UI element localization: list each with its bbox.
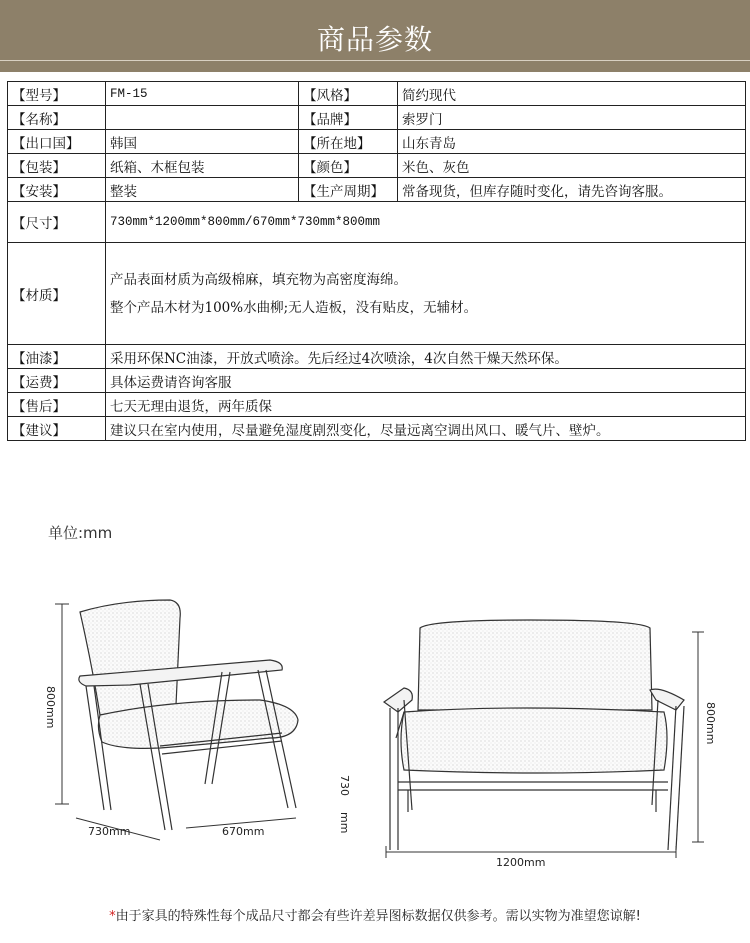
brand-value: 索罗门: [398, 106, 746, 130]
advice-label: 【建议】: [8, 417, 106, 441]
aftersale-value: 七天无理由退货，两年质保: [106, 393, 746, 417]
paint-label: 【油漆】: [8, 345, 106, 369]
name-label: 【名称】: [8, 106, 106, 130]
model-value: FM-15: [106, 82, 299, 106]
sofa-right-height-label: 800mm: [704, 702, 717, 745]
style-value: 简约现代: [398, 82, 746, 106]
cycle-label: 【生产周期】: [299, 178, 398, 202]
install-value: 整装: [106, 178, 299, 202]
note-text: 由于家具的特殊性每个成品尺寸都会有些许差异图标数据仅供参考。需以实物为准望您谅解!: [115, 909, 641, 924]
size-value: 730mm*1200mm*800mm/670mm*730mm*800mm: [106, 202, 746, 243]
chair-height-label: 800mm: [44, 686, 57, 729]
sofa-height-unit: mm: [338, 812, 351, 834]
color-value: 米色、灰色: [398, 154, 746, 178]
packing-label: 【包装】: [8, 154, 106, 178]
sofa-drawing: [384, 620, 684, 850]
paint-value: 采用环保NC油漆，开放式喷涂。先后经过4次喷涂，4次自然干燥天然环保。: [106, 345, 746, 369]
advice-value: 建议只在室内使用，尽量避免湿度剧烈变化，尽量远离空调出风口、暖气片、壁炉。: [106, 417, 746, 441]
brand-label: 【品牌】: [299, 106, 398, 130]
material-line-1: 产品表面材质为高级棉麻，填充物为高密度海绵。: [110, 271, 407, 288]
packing-value: 纸箱、木框包装: [106, 154, 299, 178]
location-label: 【所在地】: [299, 130, 398, 154]
chair-depth-label: 670mm: [222, 825, 265, 838]
sofa-height-number: 730: [338, 775, 351, 796]
unit-label: 单位:mm: [48, 524, 113, 542]
shipping-label: 【运费】: [8, 369, 106, 393]
note-asterisk: *: [109, 909, 116, 924]
size-label: 【尺寸】: [8, 202, 106, 243]
page-title: 商品参数: [316, 23, 433, 56]
disclaimer-note: [0, 905, 750, 924]
material-line-2: 整个产品木材为100%水曲柳;无人造板，没有贴皮，无辅材。: [110, 299, 478, 316]
model-label: 【型号】: [8, 82, 106, 106]
origin-label: 【出口国】: [8, 130, 106, 154]
material-label: 【材质】: [8, 243, 106, 345]
cycle-value: 常备现货，但库存随时变化，请先咨询客服。: [398, 178, 746, 202]
style-label: 【风格】: [299, 82, 398, 106]
color-label: 【颜色】: [299, 154, 398, 178]
sofa-width-label: 1200mm: [496, 856, 546, 869]
shipping-value: 具体运费请咨询客服: [106, 369, 746, 393]
origin-value: 韩国: [106, 130, 299, 154]
chair-width-label: 730mm: [88, 825, 131, 838]
aftersale-label: 【售后】: [8, 393, 106, 417]
location-value: 山东青岛: [398, 130, 746, 154]
armchair-drawing: [79, 600, 298, 830]
install-label: 【安装】: [8, 178, 106, 202]
